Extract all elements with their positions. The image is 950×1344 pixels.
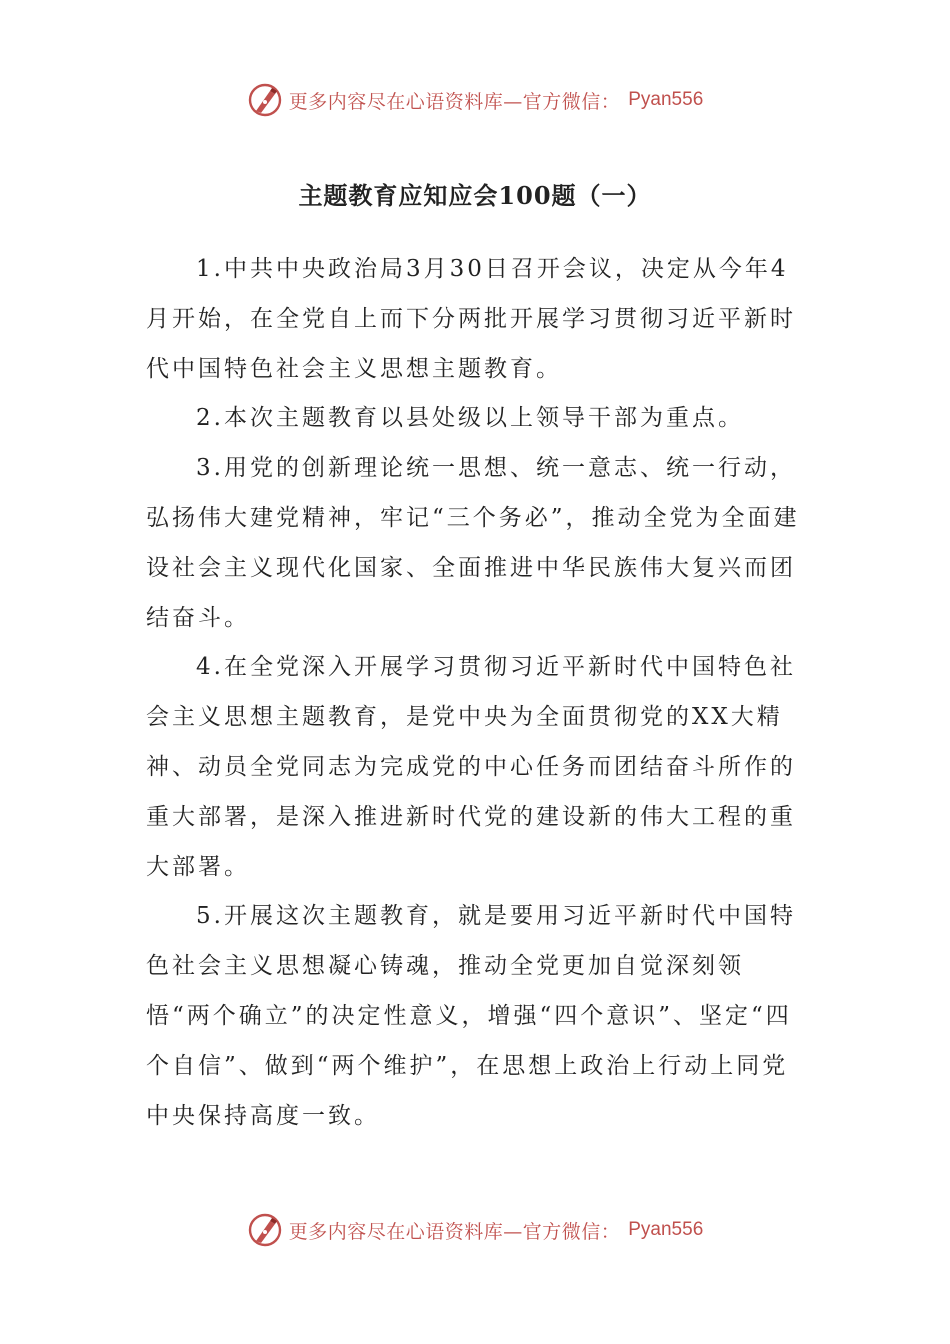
paragraph-2: 2.本次主题教育以县处级以上领导干部为重点。 [196, 405, 744, 432]
footer-watermark-banner [0, 1212, 950, 1248]
paragraph-3: 3.用党的创新理论统一思想、统一意志、统一行动，弘扬伟大建党精神，牢记“三个务必”，推动全党为全面建设社会主义现代化国家、全面推进中华民族伟大复兴而团结奋斗。 [146, 455, 800, 631]
banner-text: 更多内容尽在心语资料库—官方微信： [288, 1220, 621, 1243]
document-body [146, 245, 810, 1141]
paragraph-1: 1.中共中央政治局3月30日召开会议，决定从今年4月开始，在全党自上而下分两批开展学习贯彻习近平新时代中国特色社会主义思想主题教育。 [146, 256, 796, 382]
paragraph-4: 4.在全党深入开展学习贯彻习近平新时代中国特色社会主义思想主题教育，是党中央为全面贯彻党的XX大精神、动员全党同志为完成党的中心任务而团结奋斗所作的重大部署，是深入推进新时代党的建设新的伟大工程的重大部署。 [146, 654, 796, 880]
page-title: 主题教育应知应会100题（一） [298, 181, 652, 210]
header-watermark-banner [0, 82, 950, 118]
paragraph-5: 5.开展这次主题教育，就是要用习近平新时代中国特色社会主义思想凝心铸魂，推动全党更加自觉深刻领悟“两个确立”的决定性意义，增强“四个意识”、坚定“四个自信”、做到“两个维护”，在思想上政治上行动上同党中央保持高度一致。 [146, 903, 796, 1129]
banner-wechat-id: Pyan556 [628, 1219, 704, 1240]
pen-nib-circle-icon [247, 82, 283, 118]
banner-text: 更多内容尽在心语资料库—官方微信： [288, 90, 621, 113]
banner-wechat-id: Pyan556 [628, 89, 704, 110]
pen-nib-circle-icon [247, 1212, 283, 1248]
